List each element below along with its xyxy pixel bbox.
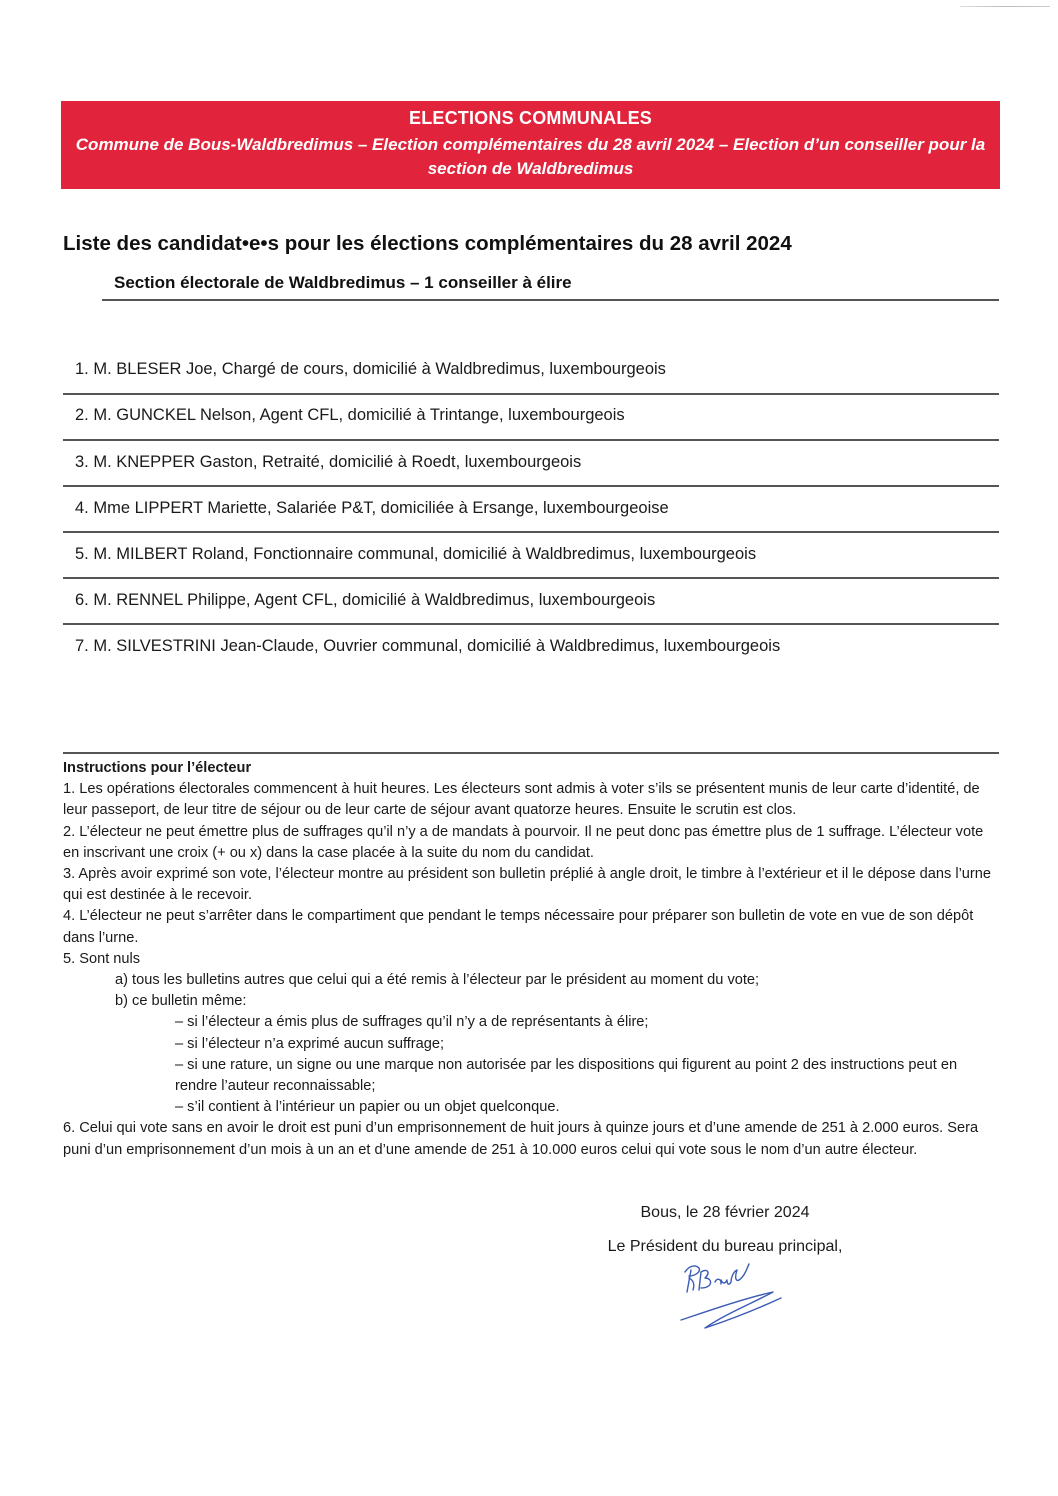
voter-instructions: [63, 758, 999, 1161]
candidate-item: 2. M. GUNCKEL Nelson, Agent CFL, domicilié à Trintange, luxembourgeois: [75, 406, 625, 424]
candidate-divider: [63, 577, 999, 579]
instruction-item: 2. L’électeur ne peut émettre plus de suffrages qu’il n’y a de mandats à pourvoir. Il ne peut donc pas émettre plus de 1 suffrage. L’électeur vote en inscrivant une croix (+ ou x) dans la case placée à la suite du nom du candidat.: [63, 823, 984, 861]
header-banner: [61, 101, 1000, 189]
instructions-divider: [63, 752, 999, 754]
signatory-title: Le Président du bureau principal,: [607, 1238, 843, 1255]
instruction-item: 4. L’électeur ne peut s’arrêter dans le compartiment que pendant le temps nécessaire pour préparer son bulletin de vote en vue de son dépôt dans l’urne.: [63, 908, 974, 946]
nul-subitem: – si l’électeur a émis plus de suffrages qu’il n’y a de représentants à élire;: [175, 1014, 649, 1031]
scan-artifact-line: [960, 6, 1050, 7]
candidate-divider: [63, 439, 999, 441]
banner-title: ELECTIONS COMMUNALES: [408, 108, 652, 128]
instruction-item: 5. Sont nuls: [63, 950, 141, 967]
nul-item-b: b) ce bulletin même:: [115, 993, 247, 1010]
instructions-heading: Instructions pour l’électeur: [63, 760, 252, 776]
instruction-item: 3. Après avoir exprimé son vote, l’électeur montre au président son bulletin préplié à angle droit, le timbre à l’extérieur et il le dépose dans l’urne qui est destinée à le recevoir.: [63, 866, 992, 904]
candidate-item: 1. M. BLESER Joe, Chargé de cours, domicilié à Waldbredimus, luxembourgeois: [75, 360, 666, 378]
candidate-item: 4. Mme LIPPERT Mariette, Salariée P&T, domiciliée à Ersange, luxembourgeoise: [75, 499, 669, 517]
candidate-list-title: Liste des candidat•e•s pour les élections complémentaires du 28 avril 2024: [63, 232, 792, 255]
nul-subitem: – si une rature, un signe ou une marque non autorisée par les dispositions qui figurent au point 2 des instructions peut en rendre l’auteur reconnaissable;: [175, 1056, 958, 1095]
signature-icon: [675, 1258, 795, 1338]
candidate-divider: [63, 623, 999, 625]
section-divider: [102, 299, 999, 301]
section-title: Section électorale de Waldbredimus – 1 conseiller à élire: [114, 273, 572, 292]
nul-item-a: a) tous les bulletins autres que celui qui a été remis à l’électeur par le président au moment du vote;: [115, 972, 760, 989]
instruction-item: 6. Celui qui vote sans en avoir le droit est puni d’un emprisonnement de huit jours à quinze jours et d’une amende de 251 à 2.000 euros. Sera puni d’un emprisonnement d’un mois à un an et d’une amende de 251 à 10.000 euros celui qui vote sous le nom d’un autre électeur.: [63, 1120, 979, 1158]
banner-subtitle: Commune de Bous-Waldbredimus – Election complémentaires du 28 avril 2024 – Election d’un conseiller pour la section de Waldbredimus: [75, 135, 986, 178]
place-date: Bous, le 28 février 2024: [640, 1204, 810, 1221]
candidate-divider: [63, 393, 999, 395]
nul-subitem: – si l’électeur n’a exprimé aucun suffrage;: [175, 1035, 445, 1052]
candidate-item: 5. M. MILBERT Roland, Fonctionnaire communal, domicilié à Waldbredimus, luxembourgeois: [75, 545, 757, 563]
instruction-item: 1. Les opérations électorales commencent à huit heures. Les électeurs sont admis à voter s’ils se présentent munis de leur carte d’identité, de leur passeport, de leur titre de séjour ou de leur carte de séjour avant quatorze heures. Ensuite le scrutin est clos.: [63, 781, 980, 819]
candidate-item: 6. M. RENNEL Philippe, Agent CFL, domicilié à Waldbredimus, luxembourgeois: [75, 591, 656, 609]
candidate-divider: [63, 531, 999, 533]
candidate-divider: [63, 485, 999, 487]
nul-subitem: – s’il contient à l’intérieur un papier ou un objet quelconque.: [175, 1099, 560, 1116]
candidate-item: 3. M. KNEPPER Gaston, Retraité, domicilié à Roedt, luxembourgeois: [75, 453, 582, 471]
candidate-item: 7. M. SILVESTRINI Jean-Claude, Ouvrier communal, domicilié à Waldbredimus, luxembourgeois: [75, 637, 781, 655]
